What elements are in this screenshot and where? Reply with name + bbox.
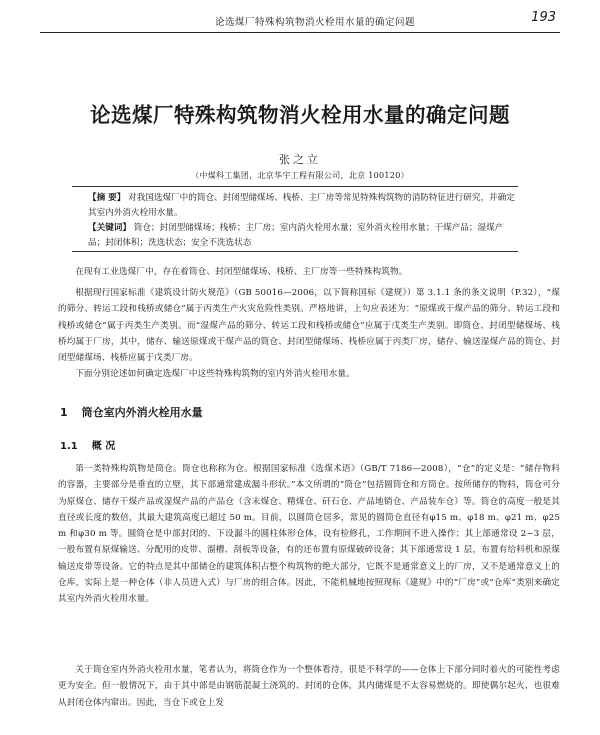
intro-paragraph-3: 下面分别论述如何确定选煤厂中这些特殊构筑物的室内外消火栓用水量。 [75,369,355,379]
abstract-text: 对我国选煤厂中的筒仓、封闭型储煤场、栈桥、主厂房等常见特殊构筑物的消防特征进行研究，并确定其室内外消火栓用水量。 [88,193,515,218]
abstract-keywords [88,221,518,251]
section-1-title: 筒仓室内外消火栓用水量 [81,406,203,419]
running-head [40,10,560,33]
keywords-text: 筒仓；封闭型储煤场；栈桥；主厂房；室内消火栓用水量；室外消火栓用水量；干煤产品；湿煤产品；封闭体积；洗选状态；安全不洗选状态 [88,223,504,248]
intro-paragraph-1: 在现有工业选煤厂中，存在着筒仓、封闭型储煤场、栈桥、主厂房等一些特殊构筑物。 [75,267,408,277]
author: 张之立 [279,153,321,166]
abstract-top-rule [72,186,518,187]
abstract-bottom-rule [72,251,518,252]
subsection-1-1-heading [60,437,115,452]
section-1-heading [60,404,203,420]
subsection-1-1-title: 概 况 [91,441,116,452]
abstract-summary [88,191,518,221]
running-head-title: 论选煤厂特殊构筑物消火栓用水量的确定问题 [215,17,416,28]
abstract-label: 【摘 要】 [88,193,126,203]
intro-paragraph-2: 根据现行国家标准《建筑设计防火规范》（GB 50016—2006，以下简称国标《建规》）第 3.1.1 条的条文说明（P.32），“煤的筛分、转运工段和栈桥或储仓”属于丙类生产火灾危险性类别。严格地讲，上句应表述为：“原煤或干煤产品的筛分、转运工段和栈桥或储仓”属于丙类生产类别。而“湿煤产品的筛分、转运工段和栈桥或储仓”应属于戊类生产类别。即筒仓、封闭型储煤场、栈桥均属于厂房，其中，储存、输送原煤或干煤产品的筒仓、封闭型储煤场、栈桥应属于丙类厂房，储存、输送湿煤产品的筒仓、封闭型储煤场、栈桥应属于戊类厂房。 [58,288,560,364]
section-1-1-paragraph-1: 第一类特殊构筑物是筒仓。筒仓也称称为仓。根据国家标准《选煤术语》（GB/T 7186—2008），“仓”的定义是：“储存物料的容器，主要部分是垂直的立壁，其下部通常建成漏斗形状。”本文所谓的“筒仓”包括圆筒仓和方筒仓。按所储存的物料，筒仓可分为原煤仓、储存干煤产品或湿煤产品的产品仓（含末煤仓、精煤仓、矸石仓、产品地销仓、产品装车仓）等。筒仓的高度一般是其直径或长度的数倍，其最大建筑高度已超过 50 m。目前，以圆筒仓居多，常见的圆筒仓直径有φ15 m、φ18 m、φ21 m、φ25 m 和φ30 m 等。圆筒仓是中部封闭的、下设漏斗的圆柱体形仓体，设有检修孔，工作期间不进入操作；其上部通常设 2~3 层，一般布置有原煤输送、分配用的皮带、溜槽、刮板等设备，有的还布置有原煤破碎设备；其下部通常设 1 层，布置有给料机和原煤输送皮带等设备。它的特点是其中部储仓的建筑体积占整个构筑物的绝大部分，它既不是通常意义上的厂房，又不是通常意义上的仓库，实际上是一种仓体（非人员进入式）与厂房的组合体。因此，不能机械地按照现标《建规》中的“厂房”或“仓库”类别来确定其室内外消火栓用水量。 [58,464,560,605]
subsection-1-1-number: 1.1 [60,441,78,452]
page-number: 193 [531,10,556,25]
affiliation: （中煤科工集团，北京华宇工程有限公司，北京 100120） [191,171,409,180]
keywords-label: 【关键词】 [88,223,131,233]
section-1-number: 1 [60,406,68,419]
section-1-1-paragraph-2: 关于筒仓室内外消火栓用水量，笔者认为，将筒仓作为一个整体看待，很是不科学的——仓体上下部分同时着火的可能性考虑更为安全。但一般情况下，由于其中部是由钢筋混凝土浇筑的、封闭的仓体，其内储煤是不太容易燃烧的。即使偶尔起火，也很难从封闭仓体内窜出。因此，当仓下或仓上发 [58,665,560,708]
abstract-box [72,186,518,252]
paper-title: 论选煤厂特殊构筑物消火栓用水量的确定问题 [90,103,510,127]
